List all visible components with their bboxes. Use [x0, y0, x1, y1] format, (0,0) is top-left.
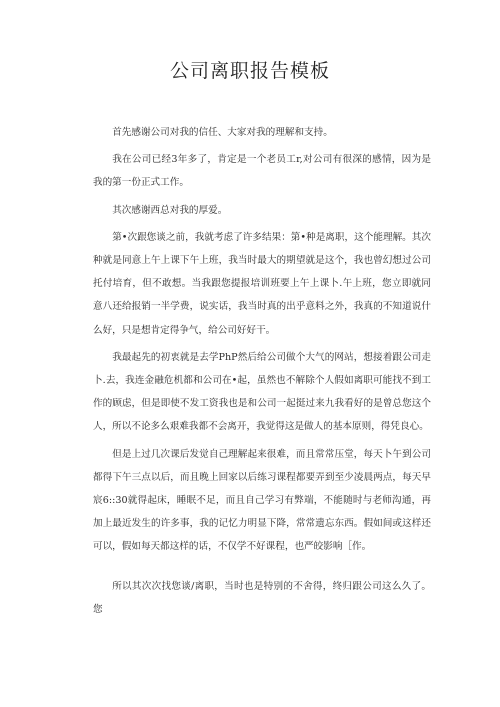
paragraph: 我最起先的初衷就是去学PhP然后给公司做个大气的网站，想接着跟公司走卜.去，我连金融危机都和公司在•起，虽然也不解除个人假如离职可能找不到工作的顾虑，但是即使不发工资我也是和公司一起挺过来九我看好的是曾总您这个人，所以不论多么艰难我都不会离开，我觉得这是做人的基本原则，得凭良心。	[93, 351, 431, 433]
paragraph: 所以其次次找您谈/离职，当时也是特别的不舍得，终归跟公司这么久了。您	[93, 580, 431, 615]
paragraph: 第•次跟您谈之前，我就考虑了许多结果：第•种是离职，这个能理解。其次种就是同意上午上课下午上班，我当时最大的期望就是这个，我也曾幻想过公司托付培育，但不敢想。当我跟您提报培训班要上午上课卜.午上班，您立即就同意八还给报销一半学费，说实话，我当时真的出乎意料之外，我真的不知道说什么好，只是想肯定得争气，给公司好好干。	[93, 231, 431, 336]
document-body	[93, 121, 431, 621]
paragraph: 其次感谢西总对我的厚爱。	[112, 204, 228, 216]
document-title: 公司离职报告模板	[169, 60, 330, 82]
paragraph: 我在公司已经3年多了，肯定是一个老员工r,对公司有很深的感情，因为是我的第一份正式工作。	[93, 154, 431, 189]
paragraph: 首先感谢公司对我的信任、大家对我的理解和支持。	[112, 127, 333, 138]
paragraph: 但是上过几次课后发觉自己理解起来很难，而且常常压堂，每天卜午到公司都得下午三点以后，而且晚上回家以后练习课程都要弄到至少凌晨两点，每天早宸6::30就得起床，睡眠不足，而且自己学习有弊端，不能随时与老师沟通，再加上最近发生的许多事，我的记忆力明显下降，常常遗忘东西。假如间或这样还可以，假如每天都这样的话，不仅学不好课程，也严皎影响［作。	[93, 448, 431, 553]
